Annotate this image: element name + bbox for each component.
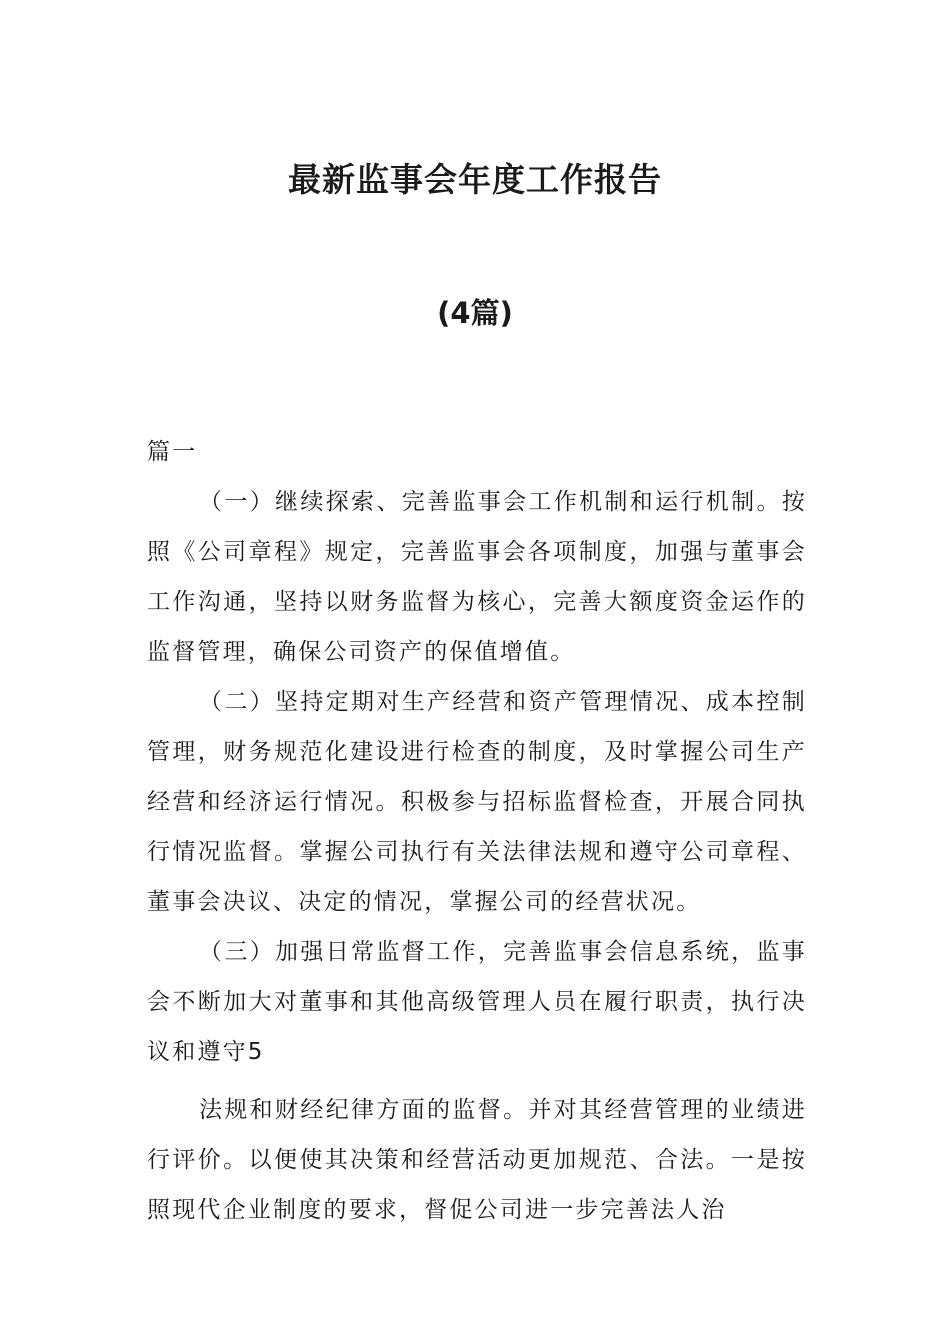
paragraph-1: （一）继续探索、完善监事会工作机制和运行机制。按照《公司章程》规定，完善监事会各项制度，加强与董事会工作沟通，坚持以财务监督为核心，完善大额度资金运作的监督管理，确保公司资产的保值增值。: [147, 489, 807, 665]
document-title: 最新监事会年度工作报告: [288, 160, 662, 199]
paragraph-2: （二）坚持定期对生产经营和资产管理情况、成本控制管理，财务规范化建设进行检查的制度，及时掌握公司生产经营和经济运行情况。积极参与招标监督检查，开展合同执行情况监督。掌握公司执行有关法律法规和遵守公司章程、董事会决议、决定的情况，掌握公司的经营状况。: [147, 689, 807, 915]
section-label: 篇一: [147, 439, 198, 465]
document-subtitle: (4篇): [437, 296, 513, 330]
paragraph-3: （三）加强日常监督工作，完善监事会信息系统，监事会不断加大对董事和其他高级管理人员在履行职责，执行决议和遵守5: [147, 939, 807, 1065]
paragraph-4: 法规和财经纪律方面的监督。并对其经营管理的业绩进行评价。以便使其决策和经营活动更加规范、合法。一是按照现代企业制度的要求，督促公司进一步完善法人治: [147, 1097, 807, 1223]
document-body: [147, 427, 807, 1235]
